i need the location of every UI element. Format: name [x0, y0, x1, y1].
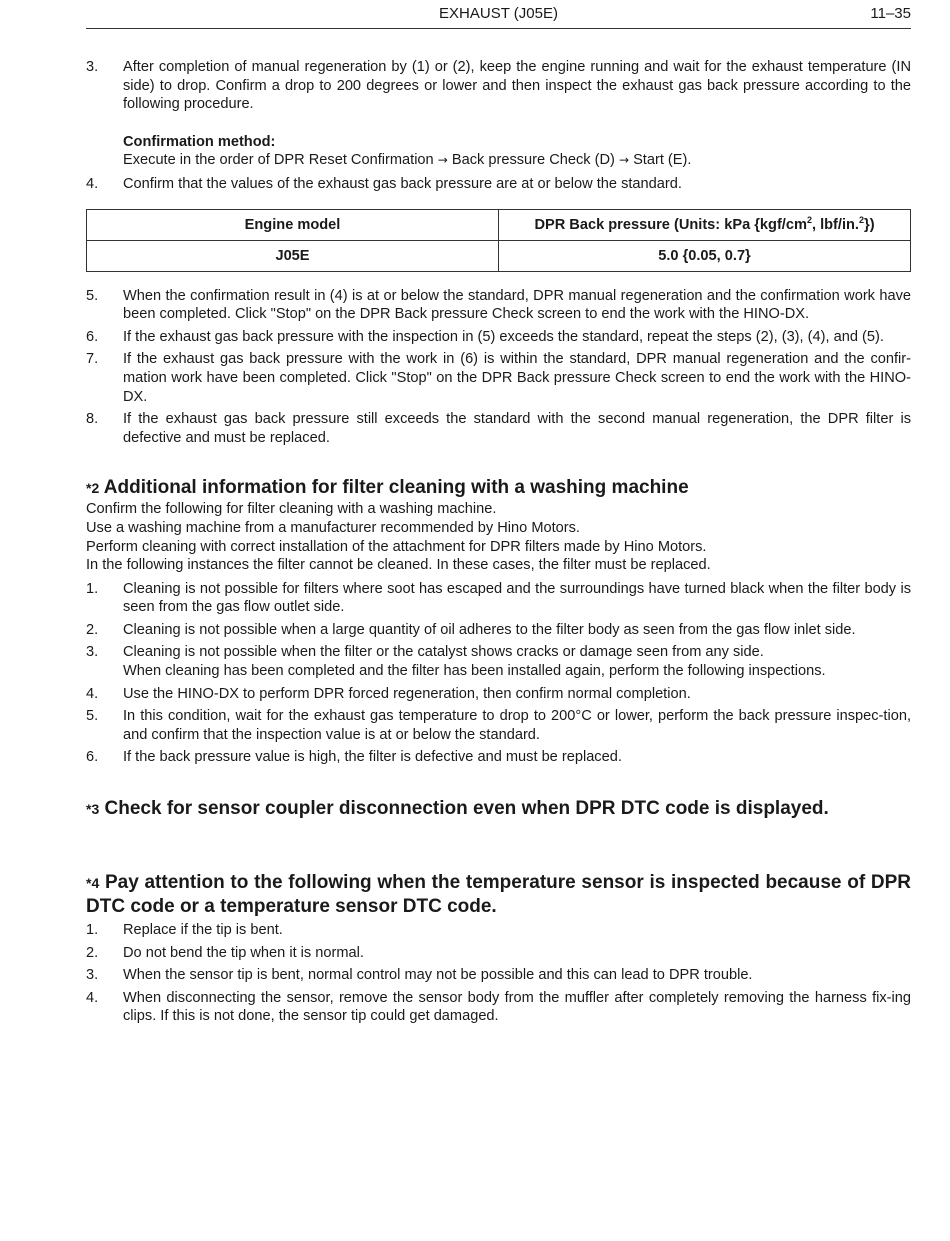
step-text: Do not bend the tip when it is normal.: [123, 944, 364, 961]
list-item: [86, 410, 911, 447]
list-item: [86, 328, 911, 347]
procedure-steps-continued: [86, 287, 911, 448]
section-heading-4: *4 Pay attention to the following when the temperature sensor is inspected because of DPR DTC code or a temperature sensor DTC code.: [86, 872, 911, 918]
step-number: 5.: [86, 708, 99, 725]
manual-page: [86, 0, 911, 1026]
table-row: [87, 240, 911, 271]
sequence-part: Back pressure Check (D): [451, 152, 615, 169]
confirmation-sequence: [123, 151, 911, 170]
sequence-part: Start (E).: [633, 152, 692, 169]
step-number: 1.: [86, 580, 99, 597]
step-text: If the exhaust gas back pressure with the work in (6) is within the standard, DPR manual regeneration and the confir-mation work have been completed. Click "Stop" on the DPR Back pressure Check screen to end the work with the HINO-DX.: [123, 351, 911, 405]
table-header-cell: DPR Back pressure (Units: kPa {$kgf/cm^2$, lbf/in.$^2$}): [499, 209, 911, 240]
step-number: 6.: [86, 749, 99, 766]
step-text: After completion of manual regeneration by (1) or (2), keep the engine running and wait for the exhaust temperature (IN side) to drop. Confirm a drop to 200 degrees or lower and then inspect the exhaust gas back pressure according to the following procedure.: [123, 59, 911, 113]
paragraph-line: Perform cleaning with correct installation of the attachment for DPR filters made by Hino Motors.: [86, 538, 707, 555]
arrow-right-icon: →: [437, 153, 448, 168]
step-number: 4.: [86, 175, 99, 192]
section-heading-2: *2 Additional information for filter cleaning with a washing machine: [86, 477, 689, 499]
step-text: Cleaning is not possible for filters where soot has escaped and the surroundings have turned black when the filter body is seen from the gas flow outlet side.: [123, 580, 911, 616]
step-number: 4.: [86, 685, 99, 702]
arrow-right-icon: →: [618, 153, 629, 168]
step-number: 2.: [86, 944, 99, 961]
step-number: 2.: [86, 621, 99, 638]
step-text: If the exhaust gas back pressure with the inspection in (5) exceeds the standard, repeat the steps (2), (3), (4), and (5).: [123, 328, 884, 345]
step-number: 8.: [86, 411, 99, 428]
step-text: Cleaning is not possible when the filter or the catalyst shows cracks or damage seen from any side. When cleaning has been completed and the filter has been installed again, perform the following inspections.: [123, 644, 826, 680]
step-number: 4.: [86, 989, 99, 1006]
confirmation-method: [123, 133, 911, 170]
step-text: In this condition, wait for the exhaust gas temperature to drop to 200°C or lower, perform the back pressure inspec-tion, and confirm that the inspection value is at or below the standard.: [123, 708, 911, 743]
list-item: [86, 643, 911, 680]
table-cell: J05E: [87, 240, 499, 271]
step-text: When disconnecting the sensor, remove the sensor body from the muffler after completely removing the harness fix-ing clips. If this is not done, the sensor tip could get damaged.: [123, 989, 911, 1025]
back-pressure-table: [86, 209, 911, 272]
section-4-list: [86, 921, 911, 1026]
list-item: [86, 287, 911, 324]
paragraph-line: In the following instances the filter cannot be cleaned. In these cases, the filter must be replaced.: [86, 557, 711, 574]
step-number: 6.: [86, 328, 99, 345]
list-item: [86, 989, 911, 1026]
procedure-steps: [86, 58, 911, 194]
sequence-part: Execute in the order of DPR Reset Confirmation: [123, 152, 434, 169]
step-number: 7.: [86, 351, 99, 368]
list-item: [86, 175, 911, 194]
step-number: 3.: [86, 644, 99, 661]
step-text: If the back pressure value is high, the filter is defective and must be replaced.: [123, 749, 622, 766]
page-header: [86, 0, 911, 29]
confirmation-heading: Confirmation method:: [123, 133, 276, 150]
step-number: 5.: [86, 287, 99, 304]
list-item: [86, 921, 911, 940]
step-text: When the confirmation result in (4) is at or below the standard, DPR manual regeneration and the confirmation work have been completed. Click "Stop" on the DPR Back pressure Check screen to end the work with the HINO-DX.: [123, 287, 911, 323]
step-text: Replace if the tip is bent.: [123, 922, 283, 939]
table-header-row: [87, 209, 911, 240]
table-cell: 5.0 {0.05, 0.7}: [499, 240, 911, 271]
table-header-cell: Engine model: [87, 209, 499, 240]
list-item: [86, 944, 911, 963]
paragraph-line: Confirm the following for filter cleaning with a washing machine.: [86, 501, 497, 518]
list-item: [86, 966, 911, 985]
step-text: Confirm that the values of the exhaust gas back pressure are at or below the standard.: [123, 175, 682, 192]
step-text: If the exhaust gas back pressure still exceeds the standard with the second manual regeneration, the DPR filter is defective and must be replaced.: [123, 411, 911, 446]
list-item: [86, 748, 911, 767]
section-2-intro: [86, 500, 911, 574]
list-item: [86, 707, 911, 744]
step-text: Cleaning is not possible when a large quantity of oil adheres to the filter body as seen from the gas flow inlet side.: [123, 621, 856, 638]
step-text: When the sensor tip is bent, normal control may not be possible and this can lead to DPR trouble.: [123, 967, 753, 984]
step-number: 1.: [86, 922, 99, 939]
section-heading-3: *3 Check for sensor coupler disconnection even when DPR DTC code is displayed.: [86, 798, 829, 820]
list-item: [86, 350, 911, 406]
step-number: 3.: [86, 59, 99, 75]
list-item: [86, 580, 911, 617]
page-number: 11–35: [870, 5, 911, 22]
section-2-list: [86, 580, 911, 767]
paragraph-line: Use a washing machine from a manufacturer recommended by Hino Motors.: [86, 519, 580, 536]
step-text: Use the HINO-DX to perform DPR forced regeneration, then confirm normal completion.: [123, 685, 691, 702]
page-title: EXHAUST (J05E): [439, 5, 558, 22]
list-item: [86, 685, 911, 704]
step-number: 3.: [86, 967, 99, 984]
list-item: [86, 621, 911, 640]
list-item: [86, 58, 911, 114]
